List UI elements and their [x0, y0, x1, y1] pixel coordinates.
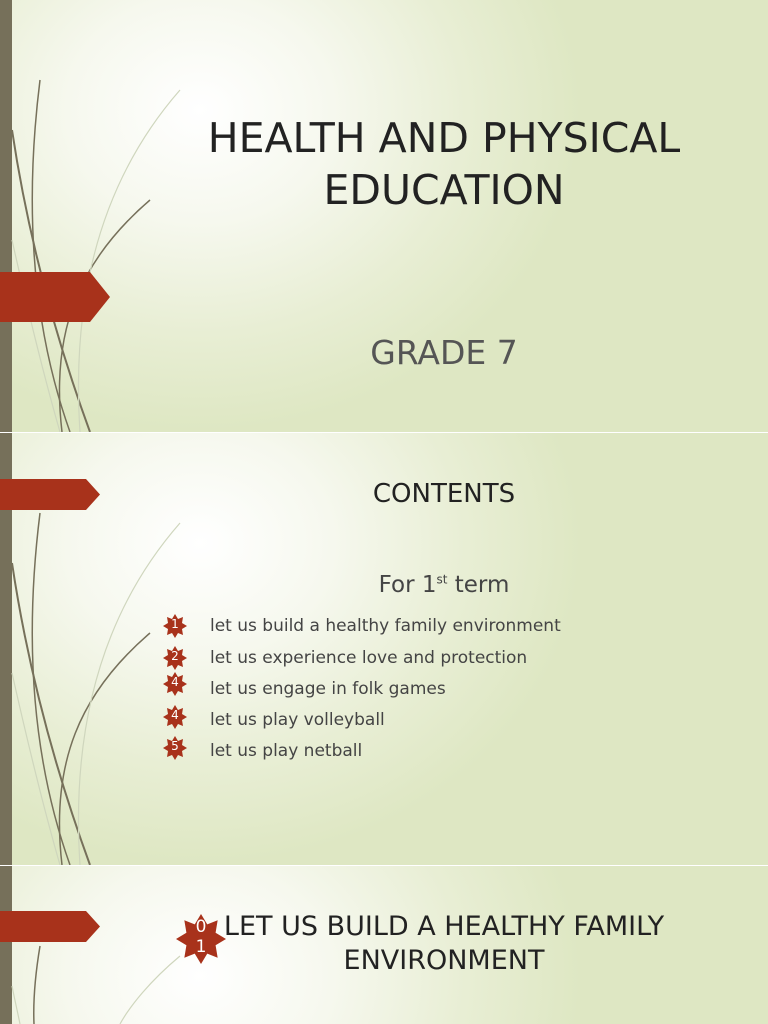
list-item-text: let us engage in folk games — [210, 679, 446, 699]
accent-tab — [0, 911, 100, 942]
badge-digit-1: 0 — [195, 917, 207, 937]
subtitle: GRADE 7 — [370, 333, 518, 372]
star-badge-icon: 4 — [163, 672, 187, 696]
list-item-text: let us play netball — [210, 741, 363, 761]
page-title — [150, 112, 738, 216]
star-badge-icon — [176, 914, 226, 964]
contents-slide — [0, 433, 768, 865]
badge-digit-2: 1 — [195, 937, 207, 957]
title-line-1: HEALTH AND PHYSICAL — [207, 114, 681, 162]
title-slide — [0, 0, 768, 432]
section-slide — [0, 866, 768, 1024]
section-title — [160, 910, 728, 978]
section-title-line-1: LET US BUILD A HEALTHY FAMILY — [223, 911, 665, 942]
title-line-2: EDUCATION — [323, 166, 565, 214]
list-item-text: let us build a healthy family environment — [210, 616, 561, 636]
star-badge-icon: 2 — [163, 646, 187, 670]
accent-tab — [0, 272, 110, 322]
list-item-text: let us play volleyball — [210, 710, 385, 730]
star-badge-icon: 5 — [163, 736, 187, 760]
star-badge-icon: 4 — [163, 705, 187, 729]
list-item-text: let us experience love and protection — [210, 648, 528, 668]
star-badge-icon: 1 — [163, 614, 187, 638]
accent-tab — [0, 479, 100, 510]
term-heading: For 1st term — [378, 572, 510, 598]
contents-heading: CONTENTS — [372, 479, 516, 509]
section-title-line-2: ENVIRONMENT — [343, 945, 545, 976]
